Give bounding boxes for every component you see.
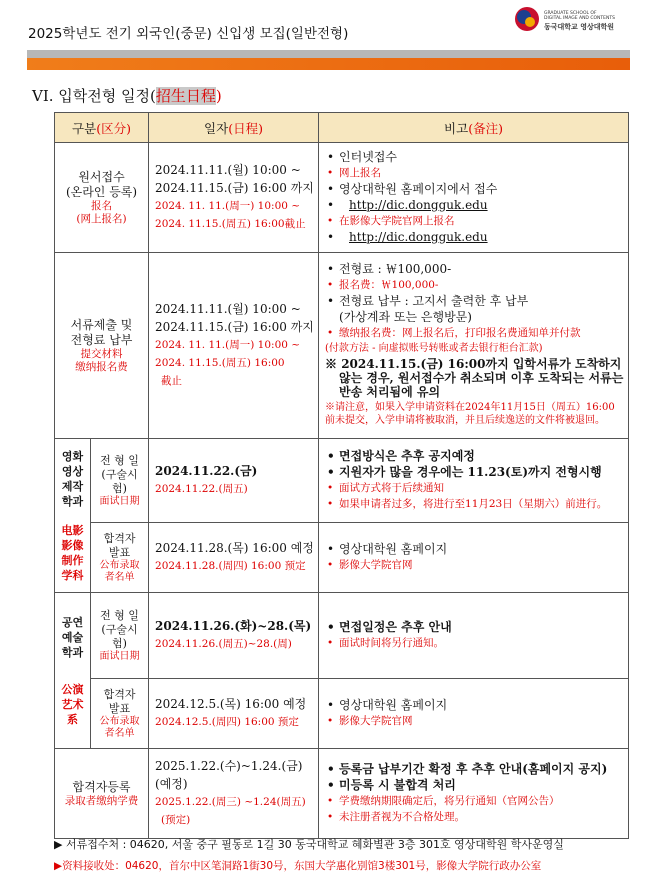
cell-note: • 면접방식은 추후 공지예정 • 지원자가 많을 경우에는 11.23(토)까지 전형시행 • 面试方式将于后续通知 • 如果申请者过多，将进行至11月23日（星期六）前进行。 bbox=[319, 439, 629, 523]
table-row-registration bbox=[55, 749, 629, 839]
homepage-link[interactable]: • http://dic.dongguk.edu bbox=[325, 198, 624, 212]
table-row-perform-result bbox=[55, 679, 629, 749]
cell-date: 2025.1.22.(수)~1.24.(금) (예정) 2025.1.22.(周三) ~1.24(周五) (预定) bbox=[149, 749, 319, 839]
cell-note: • 전형료 : ￦100,000- • 报名费：￦100,000- • 전형료 납부 : 고지서 출력한 후 납부 (가상계좌 또는 은행방문) • 缴纳报名费：网上报名后，打印报名费通知单并付款 (付款方法 - 向虚拟账号转账或者去银行柜台汇款) ※ 2024.11.15.(금) 16:00까지 입학서류가 도착하지 않는 경우, 원서접수가 취소되며 이후 도착되는 서류는 반송 처리됨에 유의 ※请注意，如果入学申请资料在2024年11月15日（周五）16:00前未提交，入学申请将被取消，并且后续逸送的文件将被退回。 bbox=[319, 253, 629, 439]
cell-subcategory: 전 형 일 (구술시 험) 面试日期 bbox=[91, 593, 149, 679]
document-title: 2025학년도 전기 외국인(중문) 신입생 모집(일반전형) bbox=[28, 26, 349, 42]
header-category: 구분(区分) bbox=[55, 113, 149, 143]
section-title-highlight: 招生日程 bbox=[155, 87, 216, 105]
cell-date: 2024.11.11.(월) 10:00 ~ 2024.11.15.(금) 16:00 까지 2024. 11. 11.(周一) 10:00 ~ 2024. 11.15.(周五) 16:00 截止 bbox=[149, 253, 319, 439]
cell-date: 2024.11.26.(화)~28.(목) 2024.11.26.(周五)~28.(周) bbox=[149, 593, 319, 679]
university-logo bbox=[514, 6, 638, 36]
header-divider-orange bbox=[27, 58, 630, 70]
cell-subcategory: 합격자 발표 公布录取 者名单 bbox=[91, 679, 149, 749]
cell-category: 원서접수 (온라인 등록) 报名 (网上报名) bbox=[55, 143, 149, 253]
table-header-row bbox=[55, 113, 629, 143]
section-title: VI. 입학전형 일정(招生日程) bbox=[32, 87, 222, 105]
cell-note: • 영상대학원 홈페이지 • 影像大学院官网 bbox=[319, 523, 629, 593]
table-row-perform-interview bbox=[55, 593, 629, 679]
cell-department-performing: 공연 예술 학과 公演 艺术 系 bbox=[55, 593, 91, 749]
table-row-film-interview bbox=[55, 439, 629, 523]
footer-address-chinese: ▶资料接收处：04620，首尔中区笔洞路1街30号，东国大学惠化别馆3楼301号，影像大学院行政办公室 bbox=[54, 860, 542, 872]
cell-note: • 영상대학원 홈페이지 • 影像大学院官网 bbox=[319, 679, 629, 749]
cell-category: 서류제출 및 전형료 납부 提交材料 缴纳报名费 bbox=[55, 253, 149, 439]
homepage-link[interactable]: • http://dic.dongguk.edu bbox=[325, 230, 624, 244]
cell-note: • 인터넷접수 • 网上报名 • 영상대학원 홈페이지에서 접수 • http://dic.dongguk.edu • 在影像大学院官网上报名 • http://dic.dongguk.edu bbox=[319, 143, 629, 253]
header-divider-gray bbox=[27, 50, 630, 58]
table-row-documents bbox=[55, 253, 629, 439]
cell-note: • 면접일정은 추후 안내 • 面试时间将另行通知。 bbox=[319, 593, 629, 679]
cell-category: 합격자등록 录取者缴纳学费 bbox=[55, 749, 149, 839]
logo-emblem-icon bbox=[514, 6, 540, 32]
cell-date: 2024.12.5.(목) 16:00 예정 2024.12.5.(周四) 16:00 预定 bbox=[149, 679, 319, 749]
cell-department-film: 영화 영상 제작 학과 电影 影像 制作 学科 bbox=[55, 439, 91, 593]
cell-subcategory: 전 형 일 (구술시 험) 面试日期 bbox=[91, 439, 149, 523]
cell-date: 2024.11.11.(월) 10:00 ~ 2024.11.15.(금) 16:00 까지 2024. 11. 11.(周一) 10:00 ~ 2024. 11.15.(周五) 16:00截止 bbox=[149, 143, 319, 253]
cell-date: 2024.11.22.(금) 2024.11.22.(周五) bbox=[149, 439, 319, 523]
logo-korean-text: 동국대학교 영상대학원 bbox=[544, 23, 615, 31]
cell-subcategory: 합격자 발표 公布录取 者名单 bbox=[91, 523, 149, 593]
table-row-film-result bbox=[55, 523, 629, 593]
logo-english-text: GRADUATE SCHOOL OF DIGITAL IMAGE AND CONTENTS bbox=[544, 11, 615, 21]
footer-address-korean: ▶ 서류접수처 : 04620, 서울 중구 필동로 1길 30 동국대학교 혜화별관 3층 301호 영상대학원 학사운영실 bbox=[54, 838, 564, 851]
header-note: 비고(备注) bbox=[319, 113, 629, 143]
table-row-application bbox=[55, 143, 629, 253]
cell-note: • 등록금 납부기간 확정 후 추후 안내(홈페이지 공지) • 미등록 시 불합격 처리 • 学费缴纳期限确定后，将另行通知（官网公告） • 未注册者视为不合格处理。 bbox=[319, 749, 629, 839]
schedule-table bbox=[54, 112, 629, 839]
cell-date: 2024.11.28.(목) 16:00 예정 2024.11.28.(周四) 16:00 预定 bbox=[149, 523, 319, 593]
header-date: 일자(日程) bbox=[149, 113, 319, 143]
